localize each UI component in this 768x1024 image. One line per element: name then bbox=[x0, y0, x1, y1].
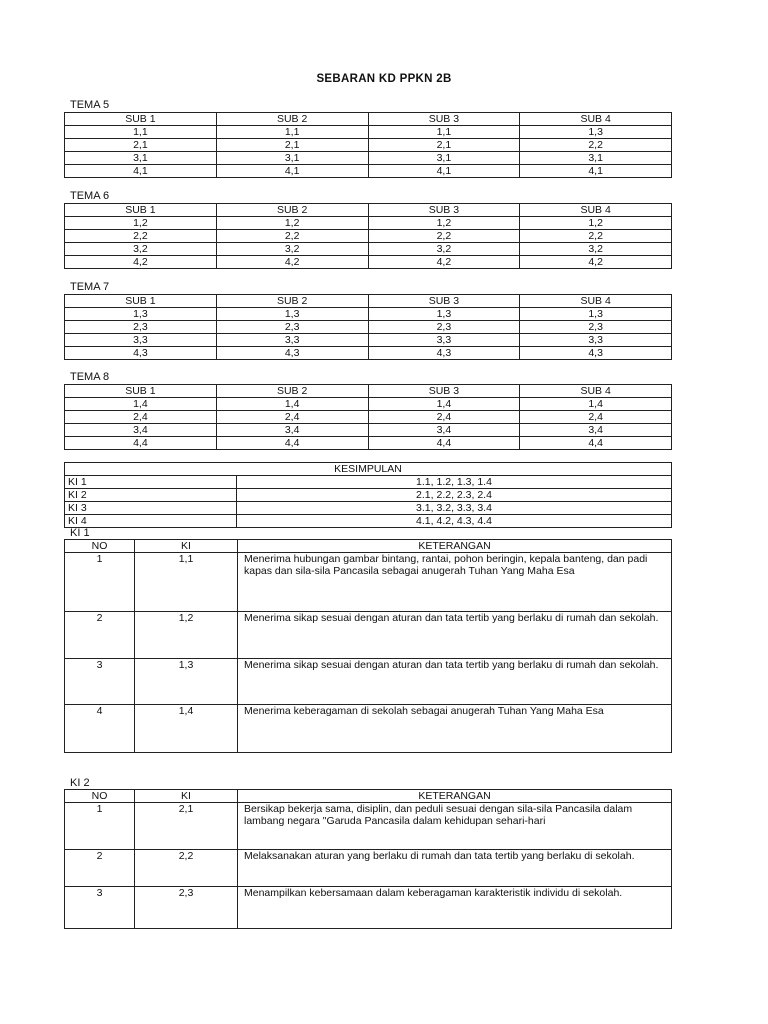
table-cell: 4,3 bbox=[368, 347, 520, 360]
tema-table bbox=[64, 294, 672, 360]
table-cell: 2,3 bbox=[368, 321, 520, 334]
table-cell: 2,4 bbox=[520, 411, 672, 424]
kd-list: 4.1, 4.2, 4.3, 4.4 bbox=[237, 515, 672, 528]
tema-table bbox=[64, 384, 672, 450]
table-cell: 1,2 bbox=[65, 217, 217, 230]
document-title: SEBARAN KD PPKN 2B bbox=[316, 73, 452, 85]
table-cell: 3,4 bbox=[216, 424, 368, 437]
table-cell: 1,4 bbox=[216, 398, 368, 411]
table-header-row bbox=[65, 790, 672, 803]
table-row bbox=[65, 321, 672, 334]
ki-label: KI 2 bbox=[65, 489, 237, 502]
header-cell: SUB 3 bbox=[368, 385, 520, 398]
table-cell: 3,1 bbox=[368, 152, 520, 165]
header-cell: SUB 2 bbox=[216, 385, 368, 398]
table-cell: 4,1 bbox=[216, 165, 368, 178]
header-cell: SUB 4 bbox=[520, 385, 672, 398]
table-cell: 4,2 bbox=[368, 256, 520, 269]
table-cell: 1,3 bbox=[216, 308, 368, 321]
table-cell: 3 bbox=[65, 659, 135, 705]
table-cell: 1,4 bbox=[135, 705, 238, 753]
table-cell: 3,4 bbox=[368, 424, 520, 437]
table-cell: 4,4 bbox=[520, 437, 672, 450]
table-header-row bbox=[65, 204, 672, 217]
table-cell: 4,1 bbox=[65, 165, 217, 178]
table-cell: 3,2 bbox=[368, 243, 520, 256]
table-cell: 2,3 bbox=[216, 321, 368, 334]
table-cell: 1,3 bbox=[520, 126, 672, 139]
table-row bbox=[65, 398, 672, 411]
table-cell: 2,2 bbox=[216, 230, 368, 243]
table-header-row bbox=[65, 385, 672, 398]
table-cell: 3,4 bbox=[520, 424, 672, 437]
table-cell: 3,2 bbox=[216, 243, 368, 256]
table-cell: 2,1 bbox=[368, 139, 520, 152]
table-cell: 3,1 bbox=[216, 152, 368, 165]
table-row bbox=[65, 334, 672, 347]
table-row bbox=[65, 347, 672, 360]
header-cell: SUB 4 bbox=[520, 113, 672, 126]
table-cell: 3,3 bbox=[65, 334, 217, 347]
table-row bbox=[65, 850, 672, 887]
header-cell: SUB 4 bbox=[520, 204, 672, 217]
header-cell: NO bbox=[65, 540, 135, 553]
table-row bbox=[65, 515, 672, 528]
header-cell: SUB 4 bbox=[520, 295, 672, 308]
table-cell: Menerima keberagaman di sekolah sebagai anugerah Tuhan Yang Maha Esa bbox=[238, 705, 672, 753]
table-cell: 1,3 bbox=[520, 308, 672, 321]
table-row bbox=[65, 126, 672, 139]
table-cell: Menerima sikap sesuai dengan aturan dan tata tertib yang berlaku di rumah dan sekolah. bbox=[238, 612, 672, 659]
table-cell: 3 bbox=[65, 887, 135, 929]
table-cell: 2,2 bbox=[520, 139, 672, 152]
kd-list: 2.1, 2.2, 2.3, 2.4 bbox=[237, 489, 672, 502]
table-cell: 1 bbox=[65, 803, 135, 850]
ki-label: KI 1 bbox=[65, 476, 237, 489]
table-cell: Menerima sikap sesuai dengan aturan dan tata tertib yang berlaku di rumah dan sekolah. bbox=[238, 659, 672, 705]
table-header-row bbox=[65, 113, 672, 126]
table-cell: Menerima hubungan gambar bintang, rantai, pohon beringin, kepala banteng, dan padi kapas dan sila-sila Pancasila sebagai anugerah Tuhan Yang Maha Esa bbox=[238, 553, 672, 612]
table-cell: 2 bbox=[65, 612, 135, 659]
table-cell: 3,3 bbox=[368, 334, 520, 347]
ki-table bbox=[64, 789, 672, 929]
table-cell: 3,3 bbox=[520, 334, 672, 347]
table-row bbox=[65, 553, 672, 612]
table-cell: 1,4 bbox=[65, 398, 217, 411]
header-cell: KETERANGAN bbox=[238, 540, 672, 553]
table-row bbox=[65, 217, 672, 230]
table-row bbox=[65, 803, 672, 850]
table-cell: 1,2 bbox=[216, 217, 368, 230]
header-cell: SUB 2 bbox=[216, 204, 368, 217]
header-cell: SUB 1 bbox=[65, 113, 217, 126]
header-cell: SUB 2 bbox=[216, 113, 368, 126]
header-cell: SUB 1 bbox=[65, 385, 217, 398]
table-cell: 4,2 bbox=[520, 256, 672, 269]
kesimpulan-table bbox=[64, 462, 672, 528]
table-cell: 3,1 bbox=[65, 152, 217, 165]
table-cell: 1,1 bbox=[216, 126, 368, 139]
table-cell: 1,2 bbox=[135, 612, 238, 659]
table-cell: 4,4 bbox=[216, 437, 368, 450]
header-cell: SUB 3 bbox=[368, 204, 520, 217]
tema-table bbox=[64, 203, 672, 269]
table-cell: 1,3 bbox=[135, 659, 238, 705]
table-cell: 2,3 bbox=[135, 887, 238, 929]
table-cell: 2,2 bbox=[368, 230, 520, 243]
table-row bbox=[65, 437, 672, 450]
table-row bbox=[65, 659, 672, 705]
table-cell: 1 bbox=[65, 553, 135, 612]
table-row bbox=[65, 308, 672, 321]
tema-label: TEMA 6 bbox=[70, 190, 110, 202]
table-cell: 2,2 bbox=[65, 230, 217, 243]
table-cell: 3,2 bbox=[520, 243, 672, 256]
ki-section-label: KI 2 bbox=[70, 777, 90, 789]
table-cell: 4,1 bbox=[368, 165, 520, 178]
table-cell: Menampilkan kebersamaan dalam keberagaman karakteristik individu di sekolah. bbox=[238, 887, 672, 929]
kd-list: 1.1, 1.2, 1.3, 1.4 bbox=[237, 476, 672, 489]
table-cell: 2,1 bbox=[216, 139, 368, 152]
ki-label: KI 4 bbox=[65, 515, 237, 528]
header-cell: KI bbox=[135, 790, 238, 803]
tema-label: TEMA 8 bbox=[70, 371, 110, 383]
table-cell: 1,1 bbox=[135, 553, 238, 612]
table-header-row bbox=[65, 540, 672, 553]
table-cell: 2,4 bbox=[368, 411, 520, 424]
table-cell: 2,1 bbox=[135, 803, 238, 850]
table-row bbox=[65, 139, 672, 152]
header-cell: NO bbox=[65, 790, 135, 803]
ki-label: KI 3 bbox=[65, 502, 237, 515]
table-cell: Melaksanakan aturan yang berlaku di rumah dan tata tertib yang berlaku di sekolah. bbox=[238, 850, 672, 887]
kesimpulan-header: KESIMPULAN bbox=[65, 463, 672, 476]
table-row bbox=[65, 165, 672, 178]
table-cell: 4,3 bbox=[216, 347, 368, 360]
table-cell: 1,3 bbox=[368, 308, 520, 321]
table-row bbox=[65, 243, 672, 256]
table-header-row bbox=[65, 295, 672, 308]
table-row bbox=[65, 705, 672, 753]
table-cell: 4,3 bbox=[65, 347, 217, 360]
table-cell: 2,1 bbox=[65, 139, 217, 152]
table-cell: 3,3 bbox=[216, 334, 368, 347]
table-cell: 1,3 bbox=[65, 308, 217, 321]
table-cell: 3,1 bbox=[520, 152, 672, 165]
table-cell: 1,2 bbox=[368, 217, 520, 230]
table-row bbox=[65, 152, 672, 165]
table-cell: 4,2 bbox=[216, 256, 368, 269]
ki-table bbox=[64, 539, 672, 753]
table-cell: 2 bbox=[65, 850, 135, 887]
table-row bbox=[65, 612, 672, 659]
table-cell: 2,2 bbox=[520, 230, 672, 243]
table-cell: 2,4 bbox=[65, 411, 217, 424]
table-cell: 2,4 bbox=[216, 411, 368, 424]
header-cell: KI bbox=[135, 540, 238, 553]
table-cell: 1,1 bbox=[368, 126, 520, 139]
table-row bbox=[65, 230, 672, 243]
table-cell: 1,4 bbox=[520, 398, 672, 411]
tema-table bbox=[64, 112, 672, 178]
table-cell: 2,3 bbox=[65, 321, 217, 334]
table-row bbox=[65, 256, 672, 269]
table-cell: 4 bbox=[65, 705, 135, 753]
header-cell: SUB 1 bbox=[65, 295, 217, 308]
header-cell: SUB 2 bbox=[216, 295, 368, 308]
header-cell: SUB 1 bbox=[65, 204, 217, 217]
table-cell: 2,3 bbox=[520, 321, 672, 334]
table-cell: 4,3 bbox=[520, 347, 672, 360]
table-cell: 4,4 bbox=[368, 437, 520, 450]
header-cell: KETERANGAN bbox=[238, 790, 672, 803]
table-row bbox=[65, 887, 672, 929]
ki-section-label: KI 1 bbox=[70, 527, 90, 539]
tema-label: TEMA 7 bbox=[70, 281, 110, 293]
table-cell: 3,4 bbox=[65, 424, 217, 437]
table-cell: 1,4 bbox=[368, 398, 520, 411]
table-header-row bbox=[65, 463, 672, 476]
header-cell: SUB 3 bbox=[368, 295, 520, 308]
table-cell: 4,4 bbox=[65, 437, 217, 450]
table-cell: 3,2 bbox=[65, 243, 217, 256]
table-row bbox=[65, 411, 672, 424]
table-row bbox=[65, 424, 672, 437]
tema-label: TEMA 5 bbox=[70, 99, 110, 111]
table-cell: 1,2 bbox=[520, 217, 672, 230]
kd-list: 3.1, 3.2, 3.3, 3.4 bbox=[237, 502, 672, 515]
table-cell: 2,2 bbox=[135, 850, 238, 887]
table-cell: 4,1 bbox=[520, 165, 672, 178]
table-cell: Bersikap bekerja sama, disiplin, dan peduli sesuai dengan sila-sila Pancasila dalam lambang negara "Garuda Pancasila dalam kehidupan sehari-hari bbox=[238, 803, 672, 850]
header-cell: SUB 3 bbox=[368, 113, 520, 126]
table-row bbox=[65, 502, 672, 515]
table-cell: 1,1 bbox=[65, 126, 217, 139]
table-row bbox=[65, 476, 672, 489]
table-row bbox=[65, 489, 672, 502]
table-cell: 4,2 bbox=[65, 256, 217, 269]
